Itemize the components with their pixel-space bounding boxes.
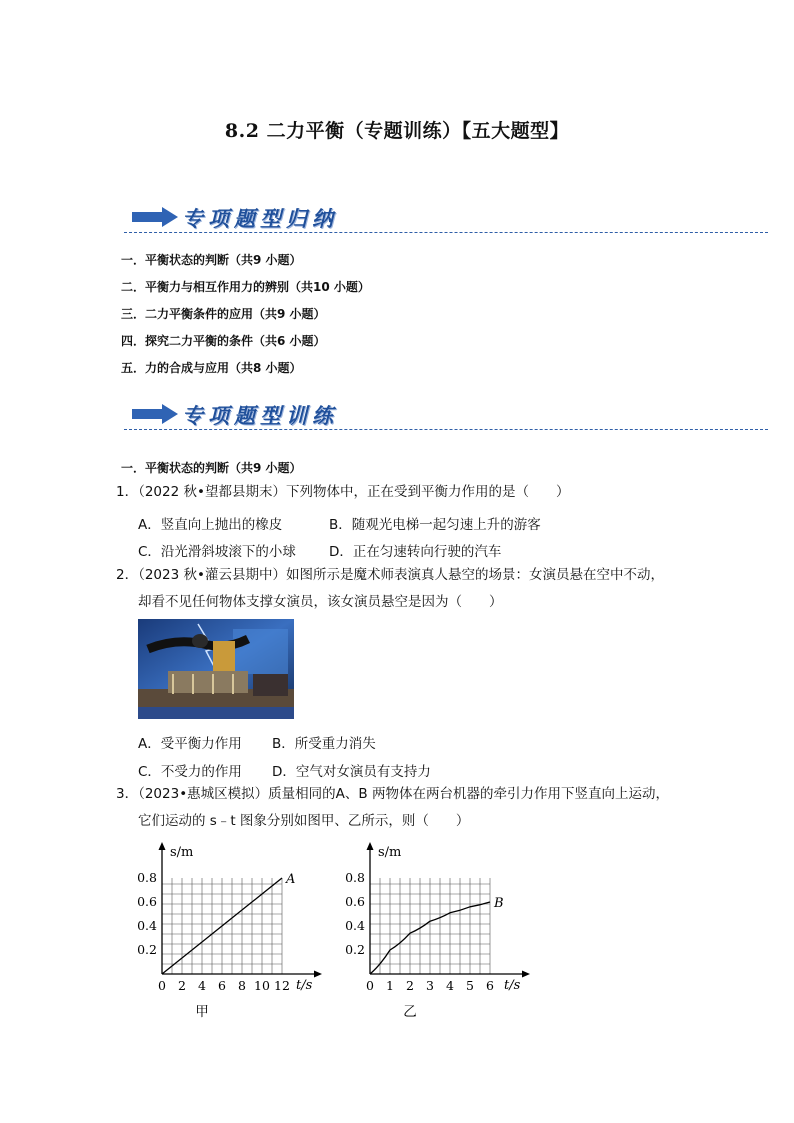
topic-item: 五．力的合成与应用（共8 小题） [121,361,302,375]
x-tick-label: 2 [406,978,414,993]
q1-option-c: C．沿光滑斜坡滚下的小球 [138,544,296,560]
y-tick-label: 0.4 [345,918,365,933]
series-label: B [494,896,504,911]
q1-option-a: A．竖直向上抛出的橡皮 [138,517,283,533]
graph-caption: 甲 [195,1004,209,1020]
topic-list [121,247,370,382]
page-title: 8.2 二力平衡（专题训练）【五大题型】 [224,120,570,142]
x-tick-label: 0 [366,978,374,993]
y-tick-label: 0.8 [137,870,157,885]
graph-a-s-t [130,838,330,1028]
banner-divider [124,429,768,430]
topic-item: 一．平衡状态的判断（共9 小题） [121,253,302,267]
q1-option-b: B．随观光电梯一起匀速上升的游客 [329,517,541,533]
x-tick-label: 10 [254,978,270,993]
x-axis-arrow [522,971,530,978]
q2-option-b: B．所受重力消失 [272,736,376,752]
x-tick-label: 2 [178,978,186,993]
x-tick-label: 6 [486,978,494,993]
question-3-stem-line2: 它们运动的 s﹣t 图象分别如图甲、乙所示，则（ ） [138,813,470,829]
x-axis-arrow [314,971,322,978]
y-axis-label: s/m [378,845,402,860]
x-tick-label: 8 [238,978,246,993]
x-tick-label: 4 [198,978,206,993]
graph-b-s-t [338,838,538,1028]
y-tick-label: 0.6 [345,894,365,909]
banner-summary [118,199,768,239]
question-3-stem-line1: 3．（2023•惠城区模拟）质量相同的A、B 两物体在两台机器的牵引力作用下竖直向上运动， [116,786,669,802]
banner-training [118,396,768,436]
x-axis-label: t/s [296,978,313,993]
y-axis-arrow [367,842,374,850]
graph-caption: 乙 [403,1004,417,1020]
x-tick-label: 12 [274,978,290,993]
series-label: A [286,872,296,887]
y-tick-label: 0.2 [345,942,365,957]
section-heading: 一．平衡状态的判断（共9 小题） [121,461,302,475]
q2-option-a: A．受平衡力作用 [138,736,242,752]
x-axis-label: t/s [504,978,521,993]
y-tick-label: 0.6 [137,894,157,909]
question-2-stem-line1: 2．（2023 秋•灌云县期中）如图所示是魔术师表演真人悬空的场景：女演员悬在空中不动， [116,567,664,583]
y-tick-label: 0.2 [137,942,157,957]
y-axis-arrow [159,842,166,850]
x-tick-label: 4 [446,978,454,993]
q2-option-c: C．不受力的作用 [138,764,242,780]
x-tick-label: 5 [466,978,474,993]
y-tick-label: 0.4 [137,918,157,933]
q1-option-d: D．正在匀速转向行驶的汽车 [329,544,502,560]
x-tick-label: 0 [158,978,166,993]
question-1-stem: 1．（2022 秋•望都县期末）下列物体中，正在受到平衡力作用的是（ ） [116,484,570,500]
y-axis-label: s/m [170,845,194,860]
banner-training-label: 专项题型训练 [182,404,338,428]
banner-summary-label: 专项题型归纳 [182,207,338,231]
x-tick-label: 3 [426,978,434,993]
topic-item: 三．二力平衡条件的应用（共9 小题） [121,307,326,321]
banner-divider [124,232,768,233]
arrow-right-icon [132,404,178,424]
magician-levitation-photo [138,619,294,719]
q2-option-d: D．空气对女演员有支持力 [272,764,431,780]
x-tick-label: 1 [386,978,394,993]
topic-item: 二．平衡力与相互作用力的辨别（共10 小题） [121,280,370,294]
y-tick-label: 0.8 [345,870,365,885]
arrow-right-icon [132,207,178,227]
question-2-stem-line2: 却看不见任何物体支撑女演员，该女演员悬空是因为（ ） [138,594,503,610]
x-tick-label: 6 [218,978,226,993]
topic-item: 四．探究二力平衡的条件（共6 小题） [121,334,326,348]
